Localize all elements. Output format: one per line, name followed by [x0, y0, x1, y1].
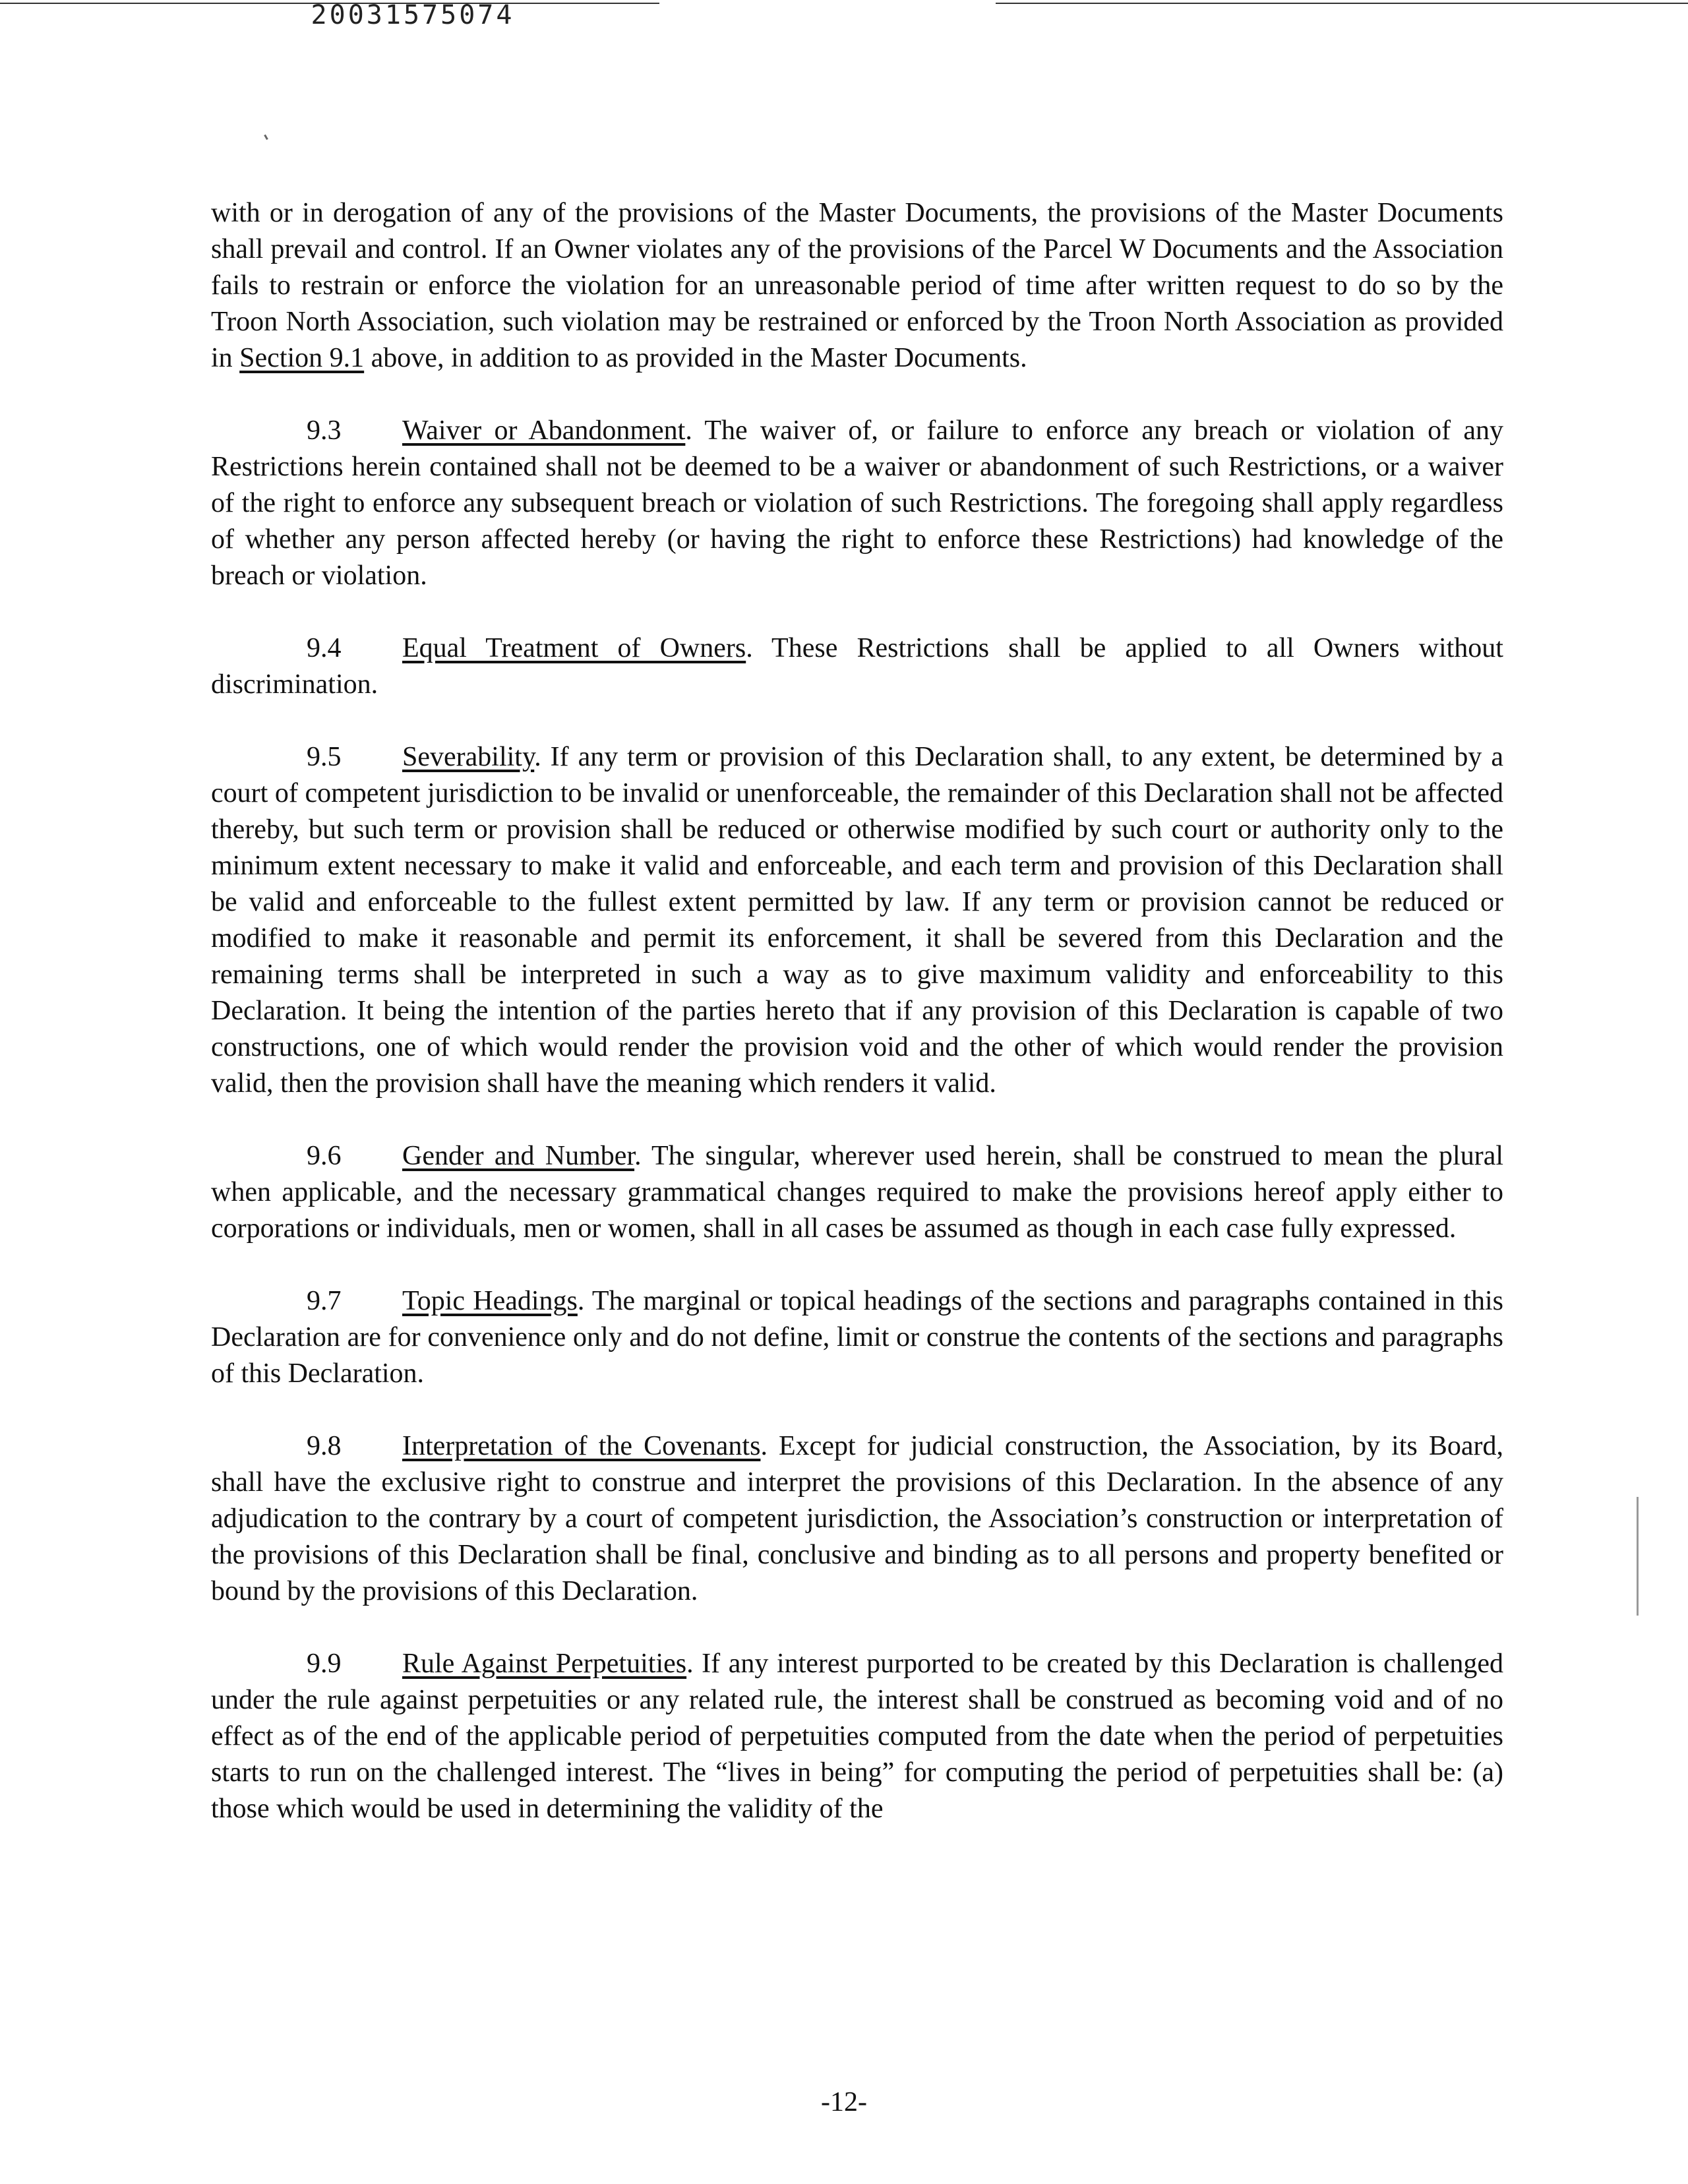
- document-id: 20031575074: [311, 0, 515, 30]
- section-9-7: [211, 1283, 1503, 1392]
- section-body: . These Restrictions shall be applied to all Owners without discrimination.: [211, 633, 1503, 700]
- section-heading: Topic Headings: [402, 1286, 578, 1316]
- document-body: [211, 195, 1503, 1827]
- section-heading: Interpretation of the Covenants: [402, 1431, 761, 1461]
- section-heading: Rule Against Perpetuities: [402, 1649, 687, 1679]
- section-body: . The marginal or topical headings of the sections and paragraphs contained in this Declaration are for convenience only and do not define, limit or construe the contents of the sections and paragraphs of this Declaration.: [211, 1286, 1503, 1389]
- section-body: . Except for judicial construction, the Association, by its Board, shall have the exclusive right to construe and interpret the provisions of this Declaration. In the absence of any adjudication to the contrary by a court of competent jurisdiction, the Association’s construction or interpretation of the provisions of this Declaration shall be final, conclusive and binding as to all persons and property benefited or bound by the provisions of this Declaration.: [211, 1431, 1503, 1606]
- section-heading: Severability: [402, 742, 535, 772]
- intro-text-before: with or in derogation of any of the provisions of the Master Documents, the provisions of the Master Documents shall prevail and control. If an Owner violates any of the provisions of the Parcel W Documents and the Association fails to restrain or enforce the violation for an unreasonable period of time after written request to do so by the Troon North Association, such violation may be restrained or enforced by the Troon North Association as provided in: [211, 198, 1503, 373]
- section-9-5: [211, 739, 1503, 1102]
- margin-scan-mark: [1637, 1497, 1639, 1616]
- section-number: 9.3: [307, 415, 342, 446]
- section-number: 9.9: [307, 1649, 342, 1679]
- scan-mark: [264, 135, 268, 140]
- section-heading: Gender and Number: [402, 1141, 635, 1171]
- intro-text-after: above, in addition to as provided in the Master Documents.: [364, 343, 1027, 373]
- page-number: -12-: [821, 2087, 867, 2117]
- section-body: . If any interest purported to be created by this Declaration is challenged under the rule against perpetuities or any related rule, the interest shall be construed as becoming void and of no effect as of the end of the applicable period of perpetuities computed from the date when the period of perpetuities starts to run on the challenged interest. The “lives in being” for computing the period of perpetuities shall be: (a) those which would be used in determining the validity of the: [211, 1649, 1504, 1824]
- section-reference: Section 9.1: [239, 343, 365, 373]
- section-body: . The singular, wherever used herein, shall be construed to mean the plural when applicable, and the necessary grammatical changes required to make the provisions hereof apply either to corporations or individuals, men or women, shall in all cases be assumed as though in each case fully expressed.: [211, 1141, 1504, 1244]
- section-body: . The waiver of, or failure to enforce any breach or violation of any Restrictions herein contained shall not be deemed to be a waiver or abandonment of such Restrictions, or a waiver of the right to enforce any subsequent breach or violation of such Restrictions. The foregoing shall apply regardless of whether any person affected hereby (or having the right to enforce these Restrictions) had knowledge of the breach or violation.: [211, 415, 1503, 591]
- section-heading: Waiver or Abandonment: [402, 415, 686, 446]
- section-9-4: [211, 630, 1503, 703]
- section-9-6: [211, 1138, 1503, 1247]
- section-number: 9.7: [307, 1286, 342, 1316]
- section-heading: Equal Treatment of Owners: [402, 633, 746, 663]
- section-9-9: [211, 1646, 1503, 1827]
- section-9-3: [211, 413, 1503, 594]
- section-number: 9.5: [307, 742, 342, 772]
- section-9-8: [211, 1428, 1503, 1610]
- top-scan-rule-right: [996, 3, 1688, 4]
- section-number: 9.8: [307, 1431, 342, 1461]
- section-number: 9.4: [307, 633, 342, 663]
- section-number: 9.6: [307, 1141, 342, 1171]
- intro-paragraph: [211, 195, 1503, 377]
- section-body: . If any term or provision of this Declaration shall, to any extent, be determined by a court of competent jurisdiction to be invalid or unenforceable, the remainder of this Declaration shall not be affected thereby, but such term or provision shall be reduced or otherwise modified by such court or authority only to the minimum extent necessary to make it valid and enforceable, and each term and provision of this Declaration shall be valid and enforceable to the fullest extent permitted by law. If any term or provision cannot be reduced or modified to make it reasonable and permit its enforcement, it shall be severed from this Declaration and the remaining terms shall be interpreted in such a way as to give maximum validity and enforceability to this Declaration. It being the intention of the parties hereto that if any provision of this Declaration is capable of two constructions, one of which would render the provision void and the other of which would render the provision valid, then the provision shall have the meaning which renders it valid.: [211, 742, 1503, 1099]
